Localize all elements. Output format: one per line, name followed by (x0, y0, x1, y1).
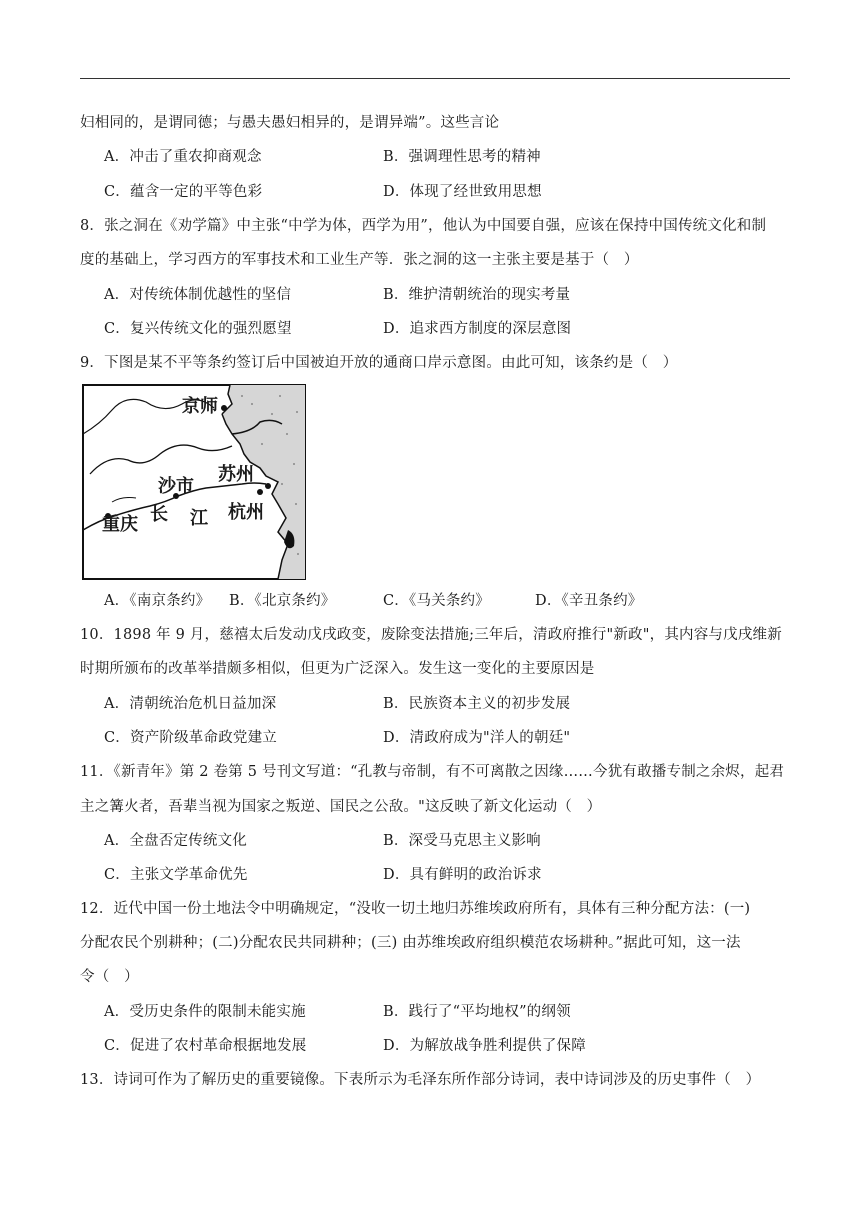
map-label-hangzhou: 杭州 (228, 502, 264, 523)
q11-option-c[interactable]: C．主张文学革命优先 (104, 867, 248, 883)
q9-option-c[interactable]: C．《马关条约》 (383, 593, 490, 609)
q8-stem-line2: 度的基础上，学习西方的军事技术和工业生产等．张之洞的这一主张主要是基于（ ） (80, 252, 639, 268)
q7-option-d[interactable]: D．体现了经世致用思想 (383, 184, 542, 200)
q10-option-b[interactable]: B．民族资本主义的初步发展 (383, 696, 571, 712)
header-rule (80, 78, 790, 79)
q12-option-b[interactable]: B．践行了“平均地权”的纲领 (383, 1004, 571, 1020)
q9-option-b[interactable]: B．《北京条约》 (229, 593, 336, 609)
q11-option-a[interactable]: A．全盘否定传统文化 (104, 833, 247, 849)
q11-option-d[interactable]: D．具有鲜明的政治诉求 (383, 867, 542, 883)
q12-option-d[interactable]: D．为解放战争胜利提供了保障 (383, 1038, 586, 1054)
q12-option-a[interactable]: A．受历史条件的限制未能实施 (104, 1004, 306, 1020)
q8-option-a[interactable]: A．对传统体制优越性的坚信 (104, 287, 292, 303)
q10-option-c[interactable]: C．资产阶级革命政党建立 (104, 730, 277, 746)
q11-stem-line1: 11．《新青年》第 2 卷第 5 号刊文写道：“孔教与帝制，有不可离散之因缘……今犹有敢播专制之余烬，起君 (80, 764, 785, 780)
q7-option-a[interactable]: A．冲击了重农抑商观念 (104, 149, 262, 165)
q7-stem-cont: 妇相同的，是谓同德；与愚夫愚妇相异的，是谓异端”。这些言论 (80, 115, 500, 131)
map-label-jingshi: 京师 (182, 396, 218, 417)
q10-stem-line1: 10．1898 年 9 月，慈禧太后发动戊戌政变，废除变法措施;三年后，清政府推行"新政"，其内容与戊戌维新 (80, 627, 782, 643)
q7-option-b[interactable]: B．强调理性思考的精神 (383, 149, 541, 165)
map-label-chongqing: 重庆 (102, 514, 138, 535)
q12-option-c[interactable]: C．促进了农村革命根据地发展 (104, 1038, 307, 1054)
q10-stem-line2: 时期所颁布的改革举措颇多相似，但更为广泛深入。发生这一变化的主要原因是 (80, 661, 595, 677)
q7-option-c[interactable]: C．蕴含一定的平等色彩 (104, 184, 263, 200)
q8-option-c[interactable]: C．复兴传统文化的强烈愿望 (104, 321, 292, 337)
map-label-shashi: 沙市 (158, 476, 194, 497)
q9-option-d[interactable]: D．《辛丑条约》 (535, 593, 643, 609)
q9-stem: 9．下图是某不平等条约签订后中国被迫开放的通商口岸示意图。由此可知，该条约是（ ） (80, 355, 678, 371)
q12-stem-line2: 分配农民个别耕种；(二)分配农民共同耕种；(三) 由苏维埃政府组织模范农场耕种。”据此可知，这一法 (80, 935, 741, 951)
q8-option-b[interactable]: B．维护清朝统治的现实考量 (383, 287, 571, 303)
treaty-ports-map (82, 384, 306, 580)
q12-stem-line1: 12．近代中国一份土地法令中明确规定，“没收一切土地归苏维埃政府所有，具体有三种分配方法：(一) (80, 901, 751, 917)
q8-option-d[interactable]: D．追求西方制度的深层意图 (383, 321, 572, 337)
q13-stem: 13．诗词可作为了解历史的重要镜像。下表所示为毛泽东所作部分诗词，表中诗词涉及的历史事件（ ） (80, 1072, 761, 1088)
map-label-suzhou: 苏州 (218, 464, 254, 485)
q11-option-b[interactable]: B．深受马克思主义影响 (383, 833, 541, 849)
map-label-chang: 长 (150, 504, 168, 525)
q10-option-a[interactable]: A．清朝统治危机日益加深 (104, 696, 277, 712)
q8-stem-line1: 8．张之洞在《劝学篇》中主张“中学为体，西学为用”，他认为中国要自强，应该在保持中国传统文化和制 (80, 218, 767, 234)
q10-option-d[interactable]: D．清政府成为"洋人的朝廷" (383, 730, 571, 746)
q9-option-a[interactable]: A．《南京条约》 (104, 593, 211, 609)
q11-stem-line2: 主之篝火者，吾辈当视为国家之叛逆、国民之公敌。"这反映了新文化运动（ ） (80, 799, 602, 815)
map-label-jiang: 江 (190, 508, 208, 529)
q12-stem-line3: 令（ ） (80, 969, 139, 985)
